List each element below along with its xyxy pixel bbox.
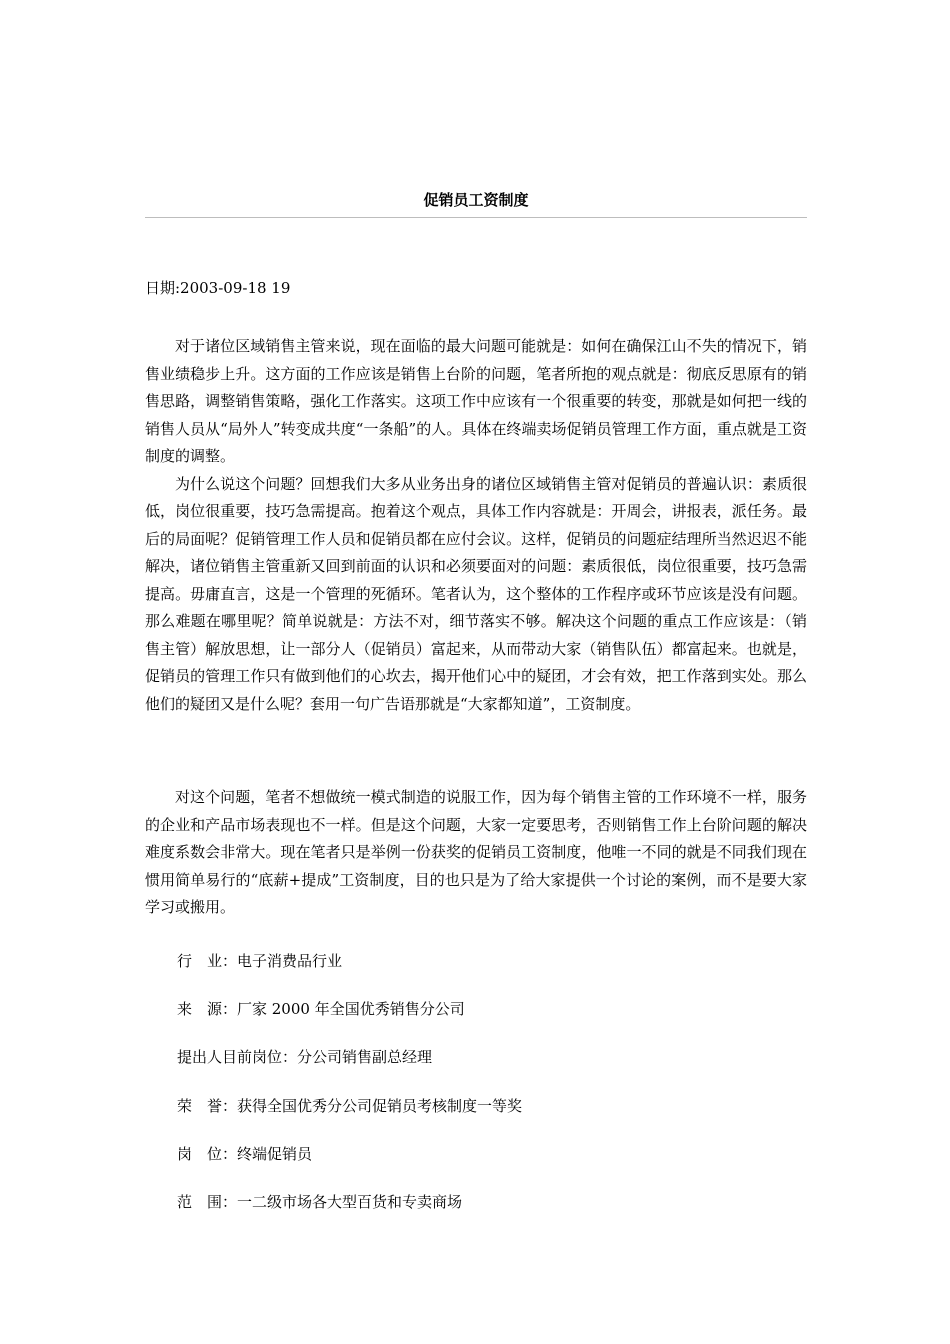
date-line: 日期:2003-09-18 19 [145,279,291,297]
field-industry: 行 业：电子消费品行业 [177,952,343,970]
field-honor: 荣 誉：获得全国优秀分公司促销员考核制度一等奖 [177,1097,523,1115]
document-title: 促销员工资制度 [423,191,529,209]
field-proposer-position: 提出人目前岗位：分公司销售副总经理 [177,1048,433,1066]
title-divider [145,217,807,218]
field-scope: 范 围：一二级市场各大型百货和专卖商场 [177,1193,463,1211]
paragraph: 为什么说这个问题？回想我们大多从业务出身的诸位区域销售主管对促销员的普遍认识：素质很低，岗位很重要，技巧急需提高。抱着这个观点，具体工作内容就是：开周会，讲报表，派任务。最后的局面呢？促销管理工作人员和促销员都在应付会议。这样，促销员的问题症结理所当然迟迟不能解决，诸位销售主管重新又回到前面的认识和必须要面对的问题：素质很低，岗位很重要，技巧急需提高。毋庸直言，这是一个管理的死循环。笔者认为，这个整体的工作程序或环节应该是没有问题。那么难题在哪里呢？简单说就是：方法不对，细节落实不够。解决这个问题的重点工作应该是：（销售主管）解放思想，让一部分人（促销员）富起来，从而带动大家（销售队伍）都富起来。也就是，促销员的管理工作只有做到他们的心坎去，揭开他们心中的疑团，才会有效，把工作落到实处。那么他们的疑团又是什么呢？套用一句广告语那就是“大家都知道”，工资制度。 [145,474,807,713]
body-text-block [145,333,807,718]
paragraph: 对于诸位区域销售主管来说，现在面临的最大问题可能就是：如何在确保江山不失的情况下，销售业绩稳步上升。这方面的工作应该是销售上台阶的问题，笔者所抱的观点就是：彻底反思原有的销售思路，调整销售策略，强化工作落实。这项工作中应该有一个很重要的转变，那就是如何把一线的销售人员从“局外人”转变成共度“一条船”的人。具体在终端卖场促销员管理工作方面，重点就是工资制度的调整。 [145,337,807,465]
body-text-block [145,784,807,922]
paragraph: 对这个问题，笔者不想做统一模式制造的说服工作，因为每个销售主管的工作环境不一样，服务的企业和产品市场表现也不一样。但是这个问题，大家一定要思考，否则销售工作上台阶问题的解决难度系数会非常大。现在笔者只是举例一份获奖的促销员工资制度，他唯一不同的就是不同我们现在惯用简单易行的“底薪+提成”工资制度，目的也只是为了给大家提供一个讨论的案例，而不是要大家学习或搬用。 [145,788,807,916]
field-position: 岗 位：终端促销员 [177,1145,313,1163]
field-source: 来 源：厂家 2000 年全国优秀销售分公司 [177,1000,465,1018]
